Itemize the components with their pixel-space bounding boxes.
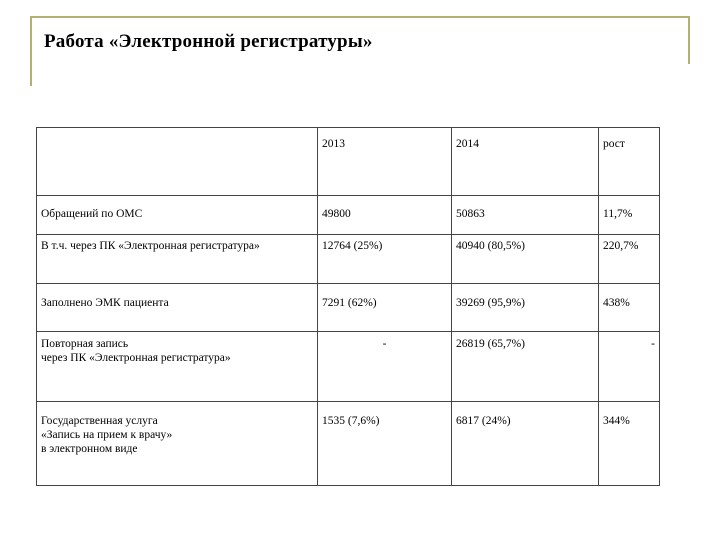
cell-2013: 7291 (62%) xyxy=(318,283,452,331)
table-row xyxy=(37,283,660,331)
statistics-table xyxy=(36,127,660,486)
cell-growth: 438% xyxy=(599,283,660,331)
cell-2013: - xyxy=(318,331,452,402)
row-label: Повторная запись через ПК «Электронная регистратура» xyxy=(37,331,318,402)
cell-2014: 50863 xyxy=(452,196,599,234)
row-label: Государственная услуга «Запись на прием к врачу» в электронном виде xyxy=(37,402,318,486)
cell-2014: 6817 (24%) xyxy=(452,402,599,486)
cell-growth: 220,7% xyxy=(599,234,660,283)
header-cell-growth: рост xyxy=(599,128,660,196)
cell-2014: 26819 (65,7%) xyxy=(452,331,599,402)
cell-2013: 12764 (25%) xyxy=(318,234,452,283)
header-cell-2013: 2013 xyxy=(318,128,452,196)
table-row xyxy=(37,331,660,402)
header-cell-empty xyxy=(37,128,318,196)
cell-growth: 344% xyxy=(599,402,660,486)
row-label: Обращений по ОМС xyxy=(37,196,318,234)
row-label: Заполнено ЭМК пациента xyxy=(37,283,318,331)
row-label: В т.ч. через ПК «Электронная регистратура» xyxy=(37,234,318,283)
cell-growth: - xyxy=(599,331,660,402)
table-header-row xyxy=(37,128,660,196)
table-row xyxy=(37,402,660,486)
cell-2013: 49800 xyxy=(318,196,452,234)
cell-growth: 11,7% xyxy=(599,196,660,234)
page-title: Работа «Электронной регистратуры» xyxy=(44,31,373,52)
table-row xyxy=(37,234,660,283)
header-cell-2014: 2014 xyxy=(452,128,599,196)
cell-2014: 40940 (80,5%) xyxy=(452,234,599,283)
cell-2013: 1535 (7,6%) xyxy=(318,402,452,486)
table-row xyxy=(37,196,660,234)
cell-2014: 39269 (95,9%) xyxy=(452,283,599,331)
